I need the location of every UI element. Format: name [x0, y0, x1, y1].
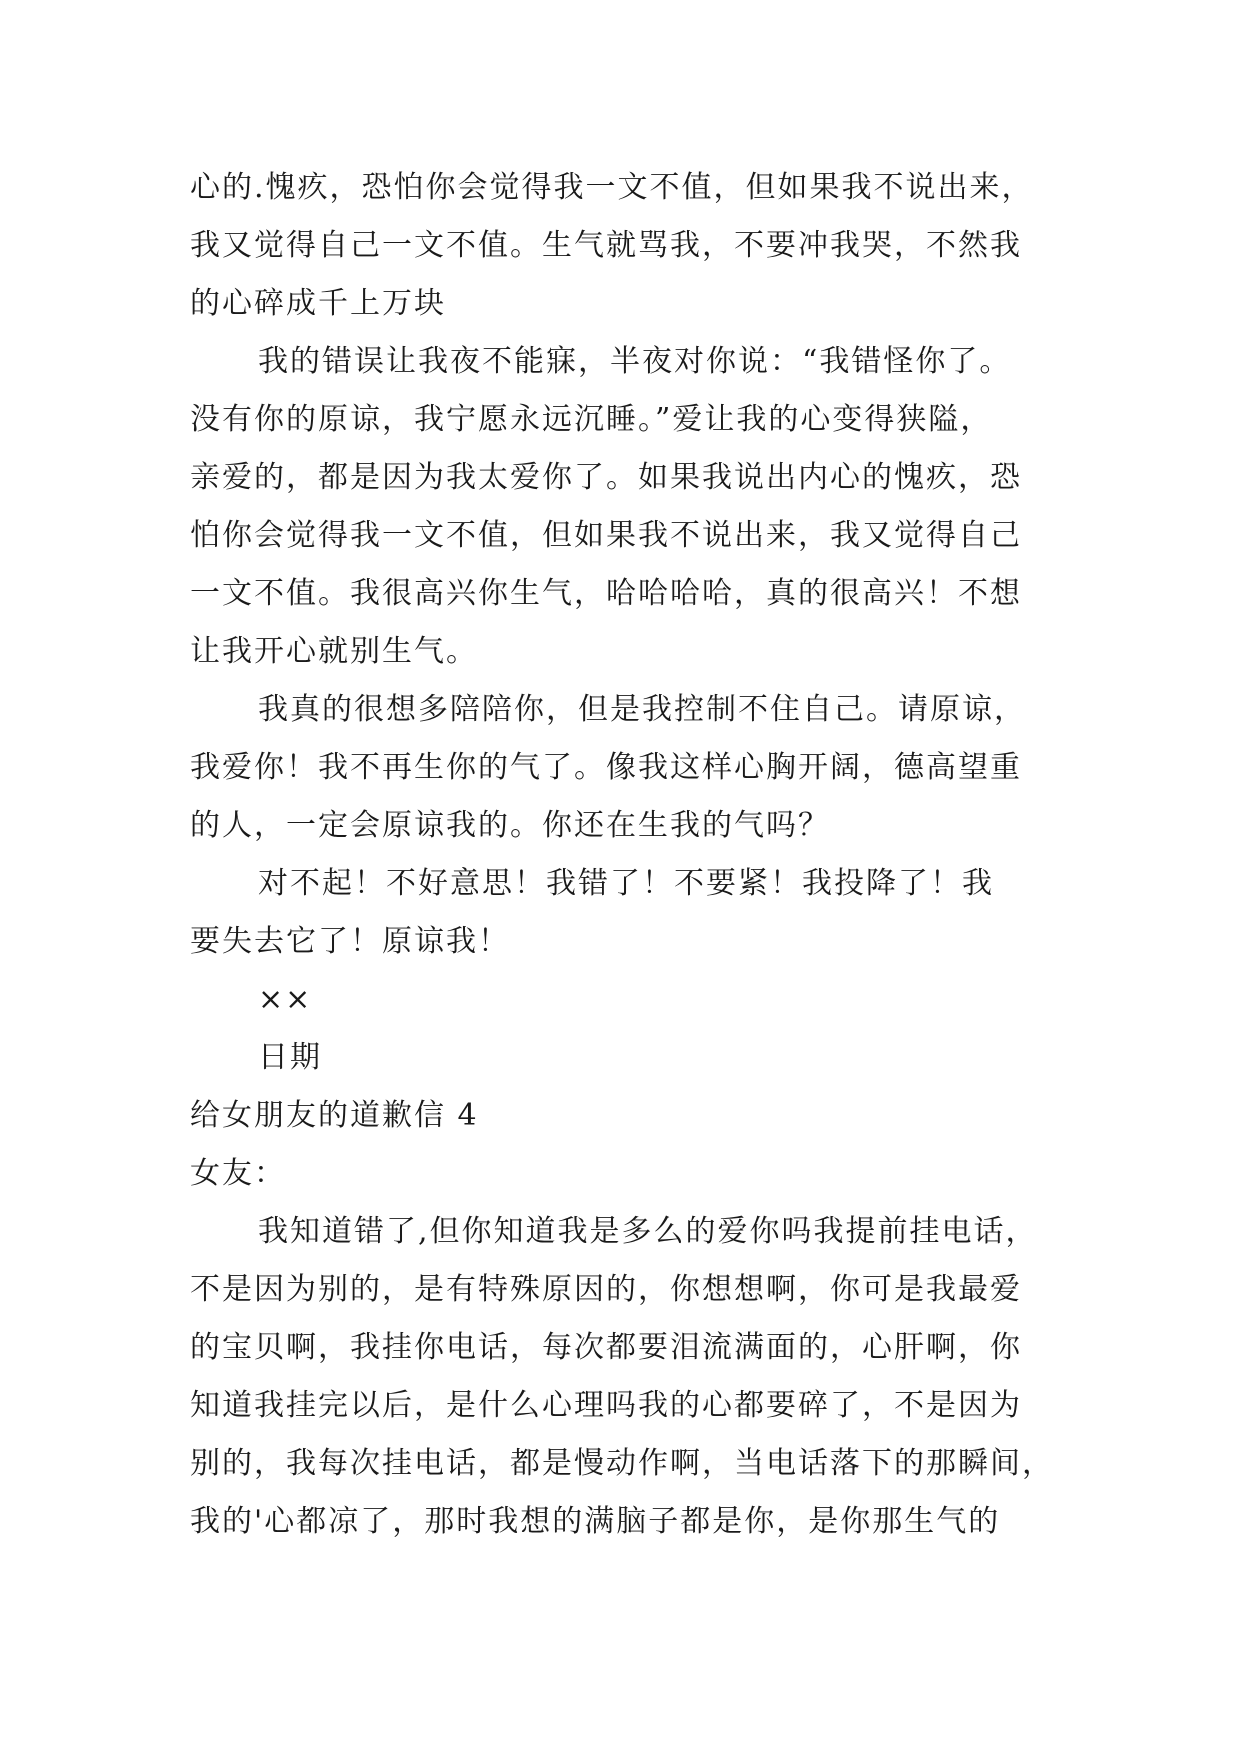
paragraph-start-line: 我的错误让我夜不能寐，半夜对你说：“我错怪你了。: [258, 344, 1012, 379]
text-line: 我爱你！我不再生你的气了。像我这样心胸开阔，德高望重: [190, 750, 1022, 785]
text-line: 的人，一定会原谅我的。你还在生我的气吗？: [190, 808, 830, 843]
text-line: 不是因为别的，是有特殊原因的，你想想啊，你可是我最爱: [190, 1272, 1022, 1307]
text-line: 我又觉得自己一文不值。生气就骂我，不要冲我哭，不然我: [190, 228, 1022, 263]
text-line: 心的.愧疚，恐怕你会觉得我一文不值，但如果我不说出来，: [190, 170, 1034, 205]
section-heading: 给女朋友的道歉信 4: [190, 1098, 479, 1133]
paragraph-start-line: 我知道错了,但你知道我是多么的爱你吗我提前挂电话，: [258, 1214, 1038, 1249]
paragraph-start-line: 我真的很想多陪陪你，但是我控制不住自己。请原谅，: [258, 692, 1026, 727]
text-line: 要失去它了！原谅我！: [190, 924, 510, 959]
text-line: 的宝贝啊，我挂你电话，每次都要泪流满面的，心肝啊，你: [190, 1330, 1022, 1365]
text-line: 的心碎成千上万块: [190, 286, 446, 321]
text-line: 知道我挂完以后，是什么心理吗我的心都要碎了，不是因为: [190, 1388, 1022, 1423]
salutation: 女友：: [190, 1156, 286, 1191]
paragraph-start-line: 对不起！不好意思！我错了！不要紧！我投降了！我: [258, 866, 994, 901]
text-line: 怕你会觉得我一文不值，但如果我不说出来，我又觉得自己: [190, 518, 1022, 553]
text-line: 亲爱的，都是因为我太爱你了。如果我说出内心的愧疚，恐: [190, 460, 1022, 495]
text-line: 别的，我每次挂电话，都是慢动作啊，当电话落下的那瞬间，: [190, 1446, 1054, 1481]
date-line: 日期: [258, 1040, 322, 1075]
text-line: 我的'心都凉了，那时我想的满脑子都是你，是你那生气的: [190, 1504, 1001, 1539]
signature-line: ××: [258, 982, 313, 1017]
text-line: 让我开心就别生气。: [190, 634, 478, 669]
text-line: 一文不值。我很高兴你生气，哈哈哈哈，真的很高兴！不想: [190, 576, 1022, 611]
text-line: 没有你的原谅，我宁愿永远沉睡。”爱让我的心变得狭隘，: [190, 402, 993, 437]
